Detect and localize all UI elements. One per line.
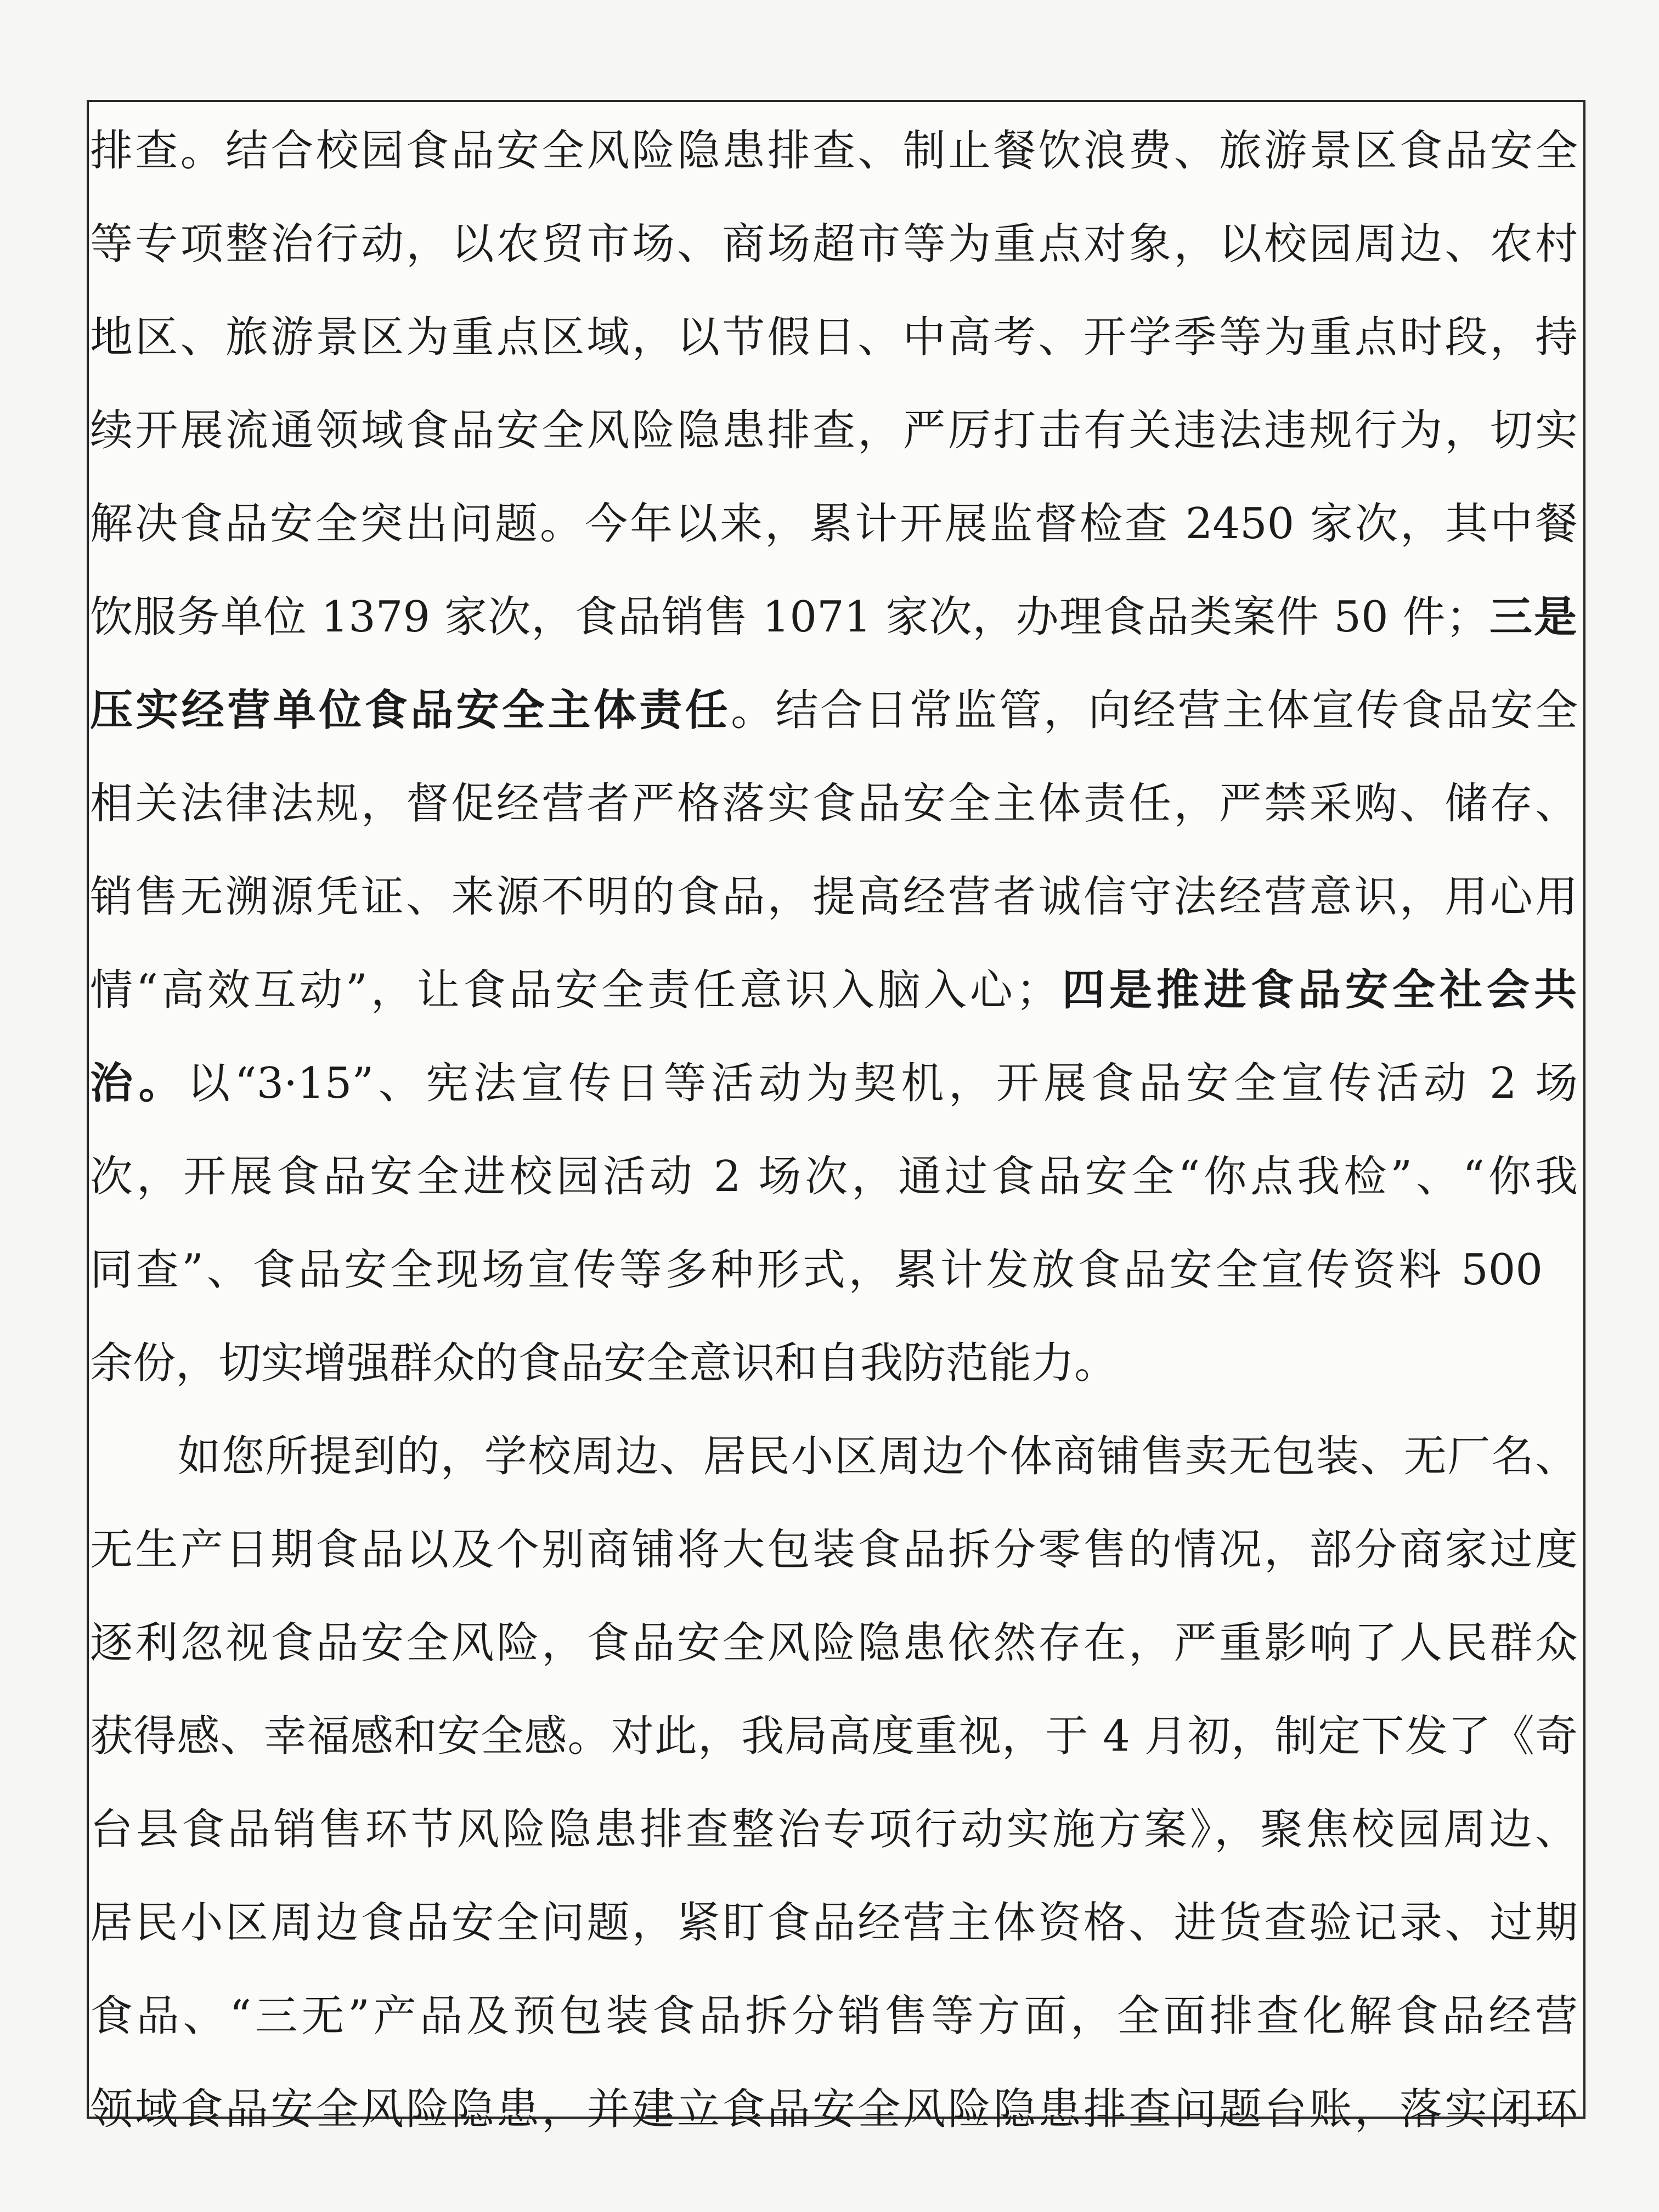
bold-heading-segment: 压实经营单位食品安全主体责任 [90,686,731,735]
text-line [87,1317,1581,1410]
paragraph-first-line [87,1410,1581,1503]
text-segment: 无生产日期食品以及个别商铺将大包装食品拆分零售的情况，部分商家过度 [90,1525,1578,1575]
text-segment: 如您所提到的，学校周边、居民小区周边个体商铺售卖无包装、无厂名、 [178,1432,1578,1481]
bold-heading-segment: 四是推进食品安全社会共 [1058,966,1578,1015]
text-line [87,1783,1581,1876]
text-segment: 食品、“三无”产品及预包装食品拆分销售等方面，全面排查化解食品经营 [90,1991,1578,2041]
text-segment: 销售无溯源凭证、来源不明的食品，提高经营者诚信守法经营意识，用心用 [90,872,1578,922]
text-segment: 以“3·15”、宪法宣传日等活动为契机，开展食品安全宣传活动 2 场 [187,1059,1578,1108]
text-line [87,477,1581,571]
text-segment: 相关法律法规，督促经营者严格落实食品安全主体责任，严禁采购、储存、 [90,779,1578,828]
text-segment: 等专项整治行动，以农贸市场、商场超市等为重点对象，以校园周边、农村 [90,219,1578,269]
text-line [87,1876,1581,1970]
text-segment: 次，开展食品安全进校园活动 2 场次，通过食品安全“你点我检”、“你我 [90,1152,1578,1201]
text-line [87,1503,1581,1596]
text-line [87,944,1581,1037]
text-line [87,1223,1546,1317]
text-line [87,1596,1581,1690]
text-line [87,384,1581,477]
text-segment: 台县食品销售环节风险隐患排查整治专项行动实施方案》，聚焦校园周边、 [90,1805,1578,1854]
text-line [87,1037,1581,1130]
text-line [87,1130,1581,1223]
text-segment: 领域食品安全风险隐患，并建立食品安全风险隐患排查问题台账，落实闭环 [90,2085,1578,2134]
text-line [87,757,1581,850]
text-line [87,1690,1581,1783]
text-segment: 情“高效互动”，让食品安全责任意识入脑入心； [90,966,1059,1015]
text-line [87,291,1581,384]
text-segment: 排查。结合校园食品安全风险隐患排查、制止餐饮浪费、旅游景区食品安全 [90,126,1578,176]
document-body [87,104,1581,2156]
bold-heading-segment: 三是 [1488,592,1578,642]
text-segment: 居民小区周边食品安全问题，紧盯食品经营主体资格、进货查验记录、过期 [90,1898,1578,1948]
text-line [87,850,1581,944]
bold-heading-segment: 治。 [90,1059,188,1108]
text-segment: 饮服务单位 1379 家次，食品销售 1071 家次，办理食品类案件 50 件； [90,592,1489,642]
text-line [87,1970,1581,2063]
text-segment: 余份，切实增强群众的食品安全意识和自我防范能力。 [90,1339,1118,1388]
text-segment: 获得感、幸福感和安全感。对此，我局高度重视，于 4 月初，制定下发了《奇 [90,1712,1578,1761]
text-segment: 同查”、食品安全现场宣传等多种形式，累计发放食品安全宣传资料 500 [90,1245,1543,1295]
text-segment: 续开展流通领域食品安全风险隐患排查，严厉打击有关违法违规行为，切实 [90,406,1578,455]
text-line [87,198,1581,291]
text-segment: 逐利忽视食品安全风险，食品安全风险隐患依然存在，严重影响了人民群众 [90,1618,1578,1668]
text-line [87,664,1581,757]
text-line [87,571,1581,664]
text-line [87,2063,1581,2156]
text-line [87,104,1581,198]
text-segment: 。结合日常监管，向经营主体宣传食品安全 [731,686,1578,735]
text-segment: 地区、旅游景区为重点区域，以节假日、中高考、开学季等为重点时段，持 [90,313,1578,362]
text-segment: 解决食品安全突出问题。今年以来，累计开展监督检查 2450 家次，其中餐 [90,499,1578,549]
